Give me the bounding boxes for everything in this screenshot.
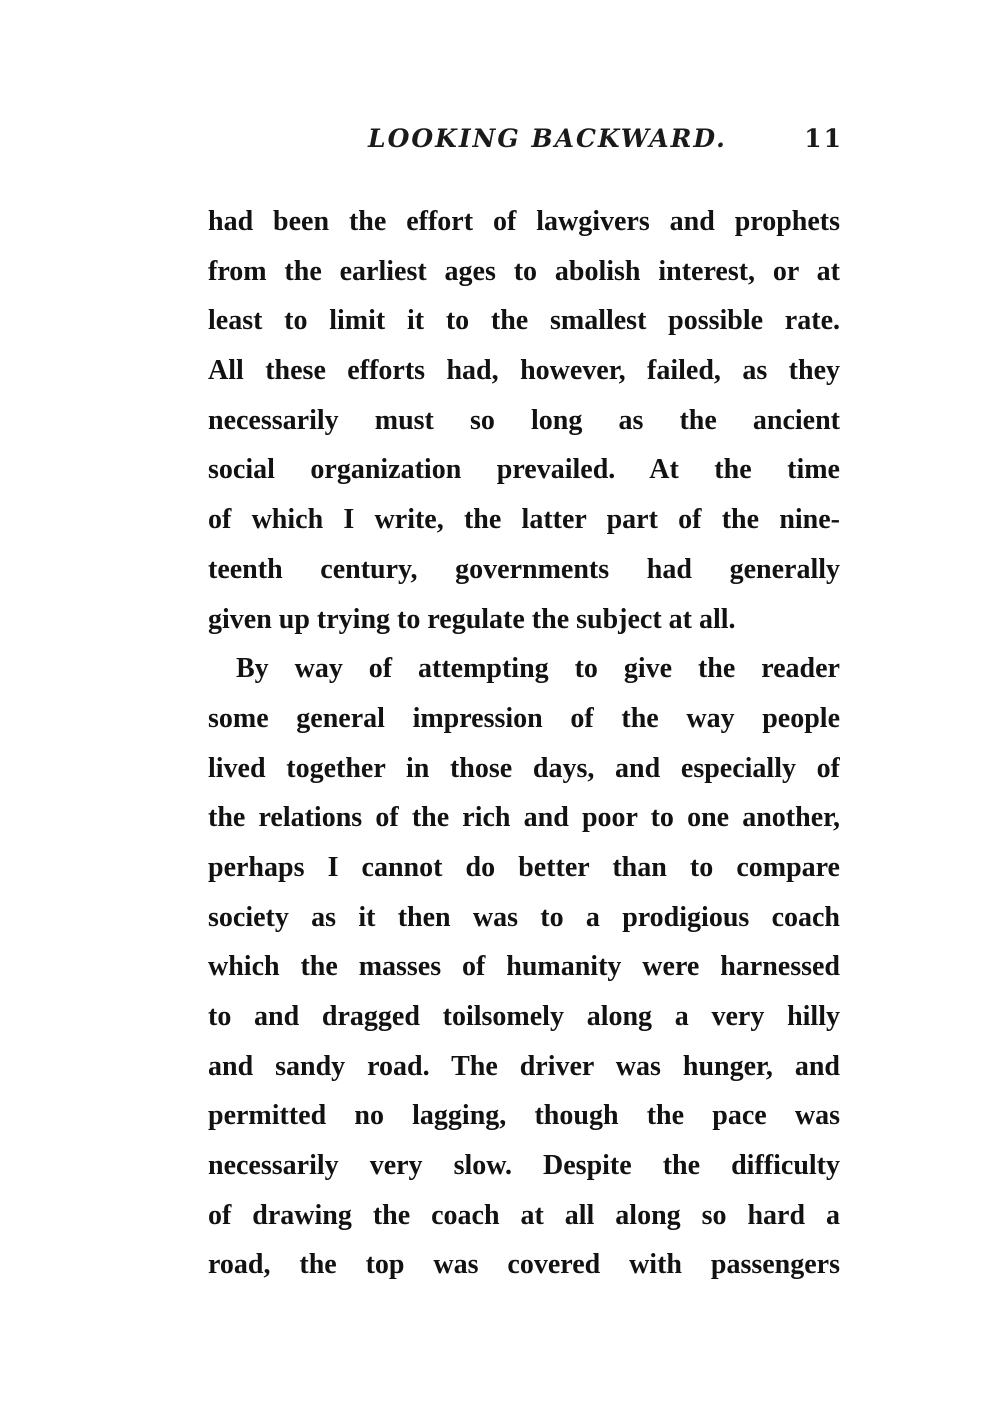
text-line: given up trying to regulate the subject at all. (208, 603, 736, 635)
text-line: had been the effort of lawgivers and prophets (208, 206, 840, 237)
text-line: least to limit it to the smallest possible rate. (208, 305, 840, 337)
text-line: which the masses of humanity were harnessed (208, 951, 840, 983)
text-line: lived together in those days, and especially of (208, 752, 840, 784)
text-line: and sandy road. The driver was hunger, and (208, 1050, 840, 1082)
text-line: By way of attempting to give the reader (236, 653, 840, 685)
text-line: social organization prevailed. At the time (208, 454, 840, 486)
paragraph-2 (208, 644, 840, 1290)
text-line: road, the top was covered with passengers (208, 1249, 840, 1281)
text-line: necessarily must so long as the ancient (208, 404, 840, 436)
text-line: of drawing the coach at all along so hard a (208, 1199, 840, 1231)
text-line: perhaps I cannot do better than to compare (208, 851, 840, 883)
running-head (205, 124, 845, 164)
text-line: teenth century, governments had generally (208, 553, 840, 585)
page-number: 11 (804, 124, 843, 153)
text-line: society as it then was to a prodigious coach (208, 901, 840, 933)
text-line: permitted no lagging, though the pace was (208, 1100, 840, 1132)
text-line: to and dragged toilsomely along a very hilly (208, 1001, 840, 1032)
text-line: All these efforts had, however, failed, as they (208, 355, 840, 387)
text-line: the relations of the rich and poor to one another, (208, 802, 840, 834)
text-line: necessarily very slow. Despite the difficulty (208, 1150, 840, 1182)
text-line: from the earliest ages to abolish interest, or at (208, 255, 840, 287)
running-title: LOOKING BACKWARD. (368, 124, 727, 153)
text-line: of which I write, the latter part of the nine- (208, 504, 840, 536)
text-line: some general impression of the way people (208, 702, 840, 734)
paragraph-1 (208, 197, 840, 644)
body-text (208, 197, 840, 1290)
